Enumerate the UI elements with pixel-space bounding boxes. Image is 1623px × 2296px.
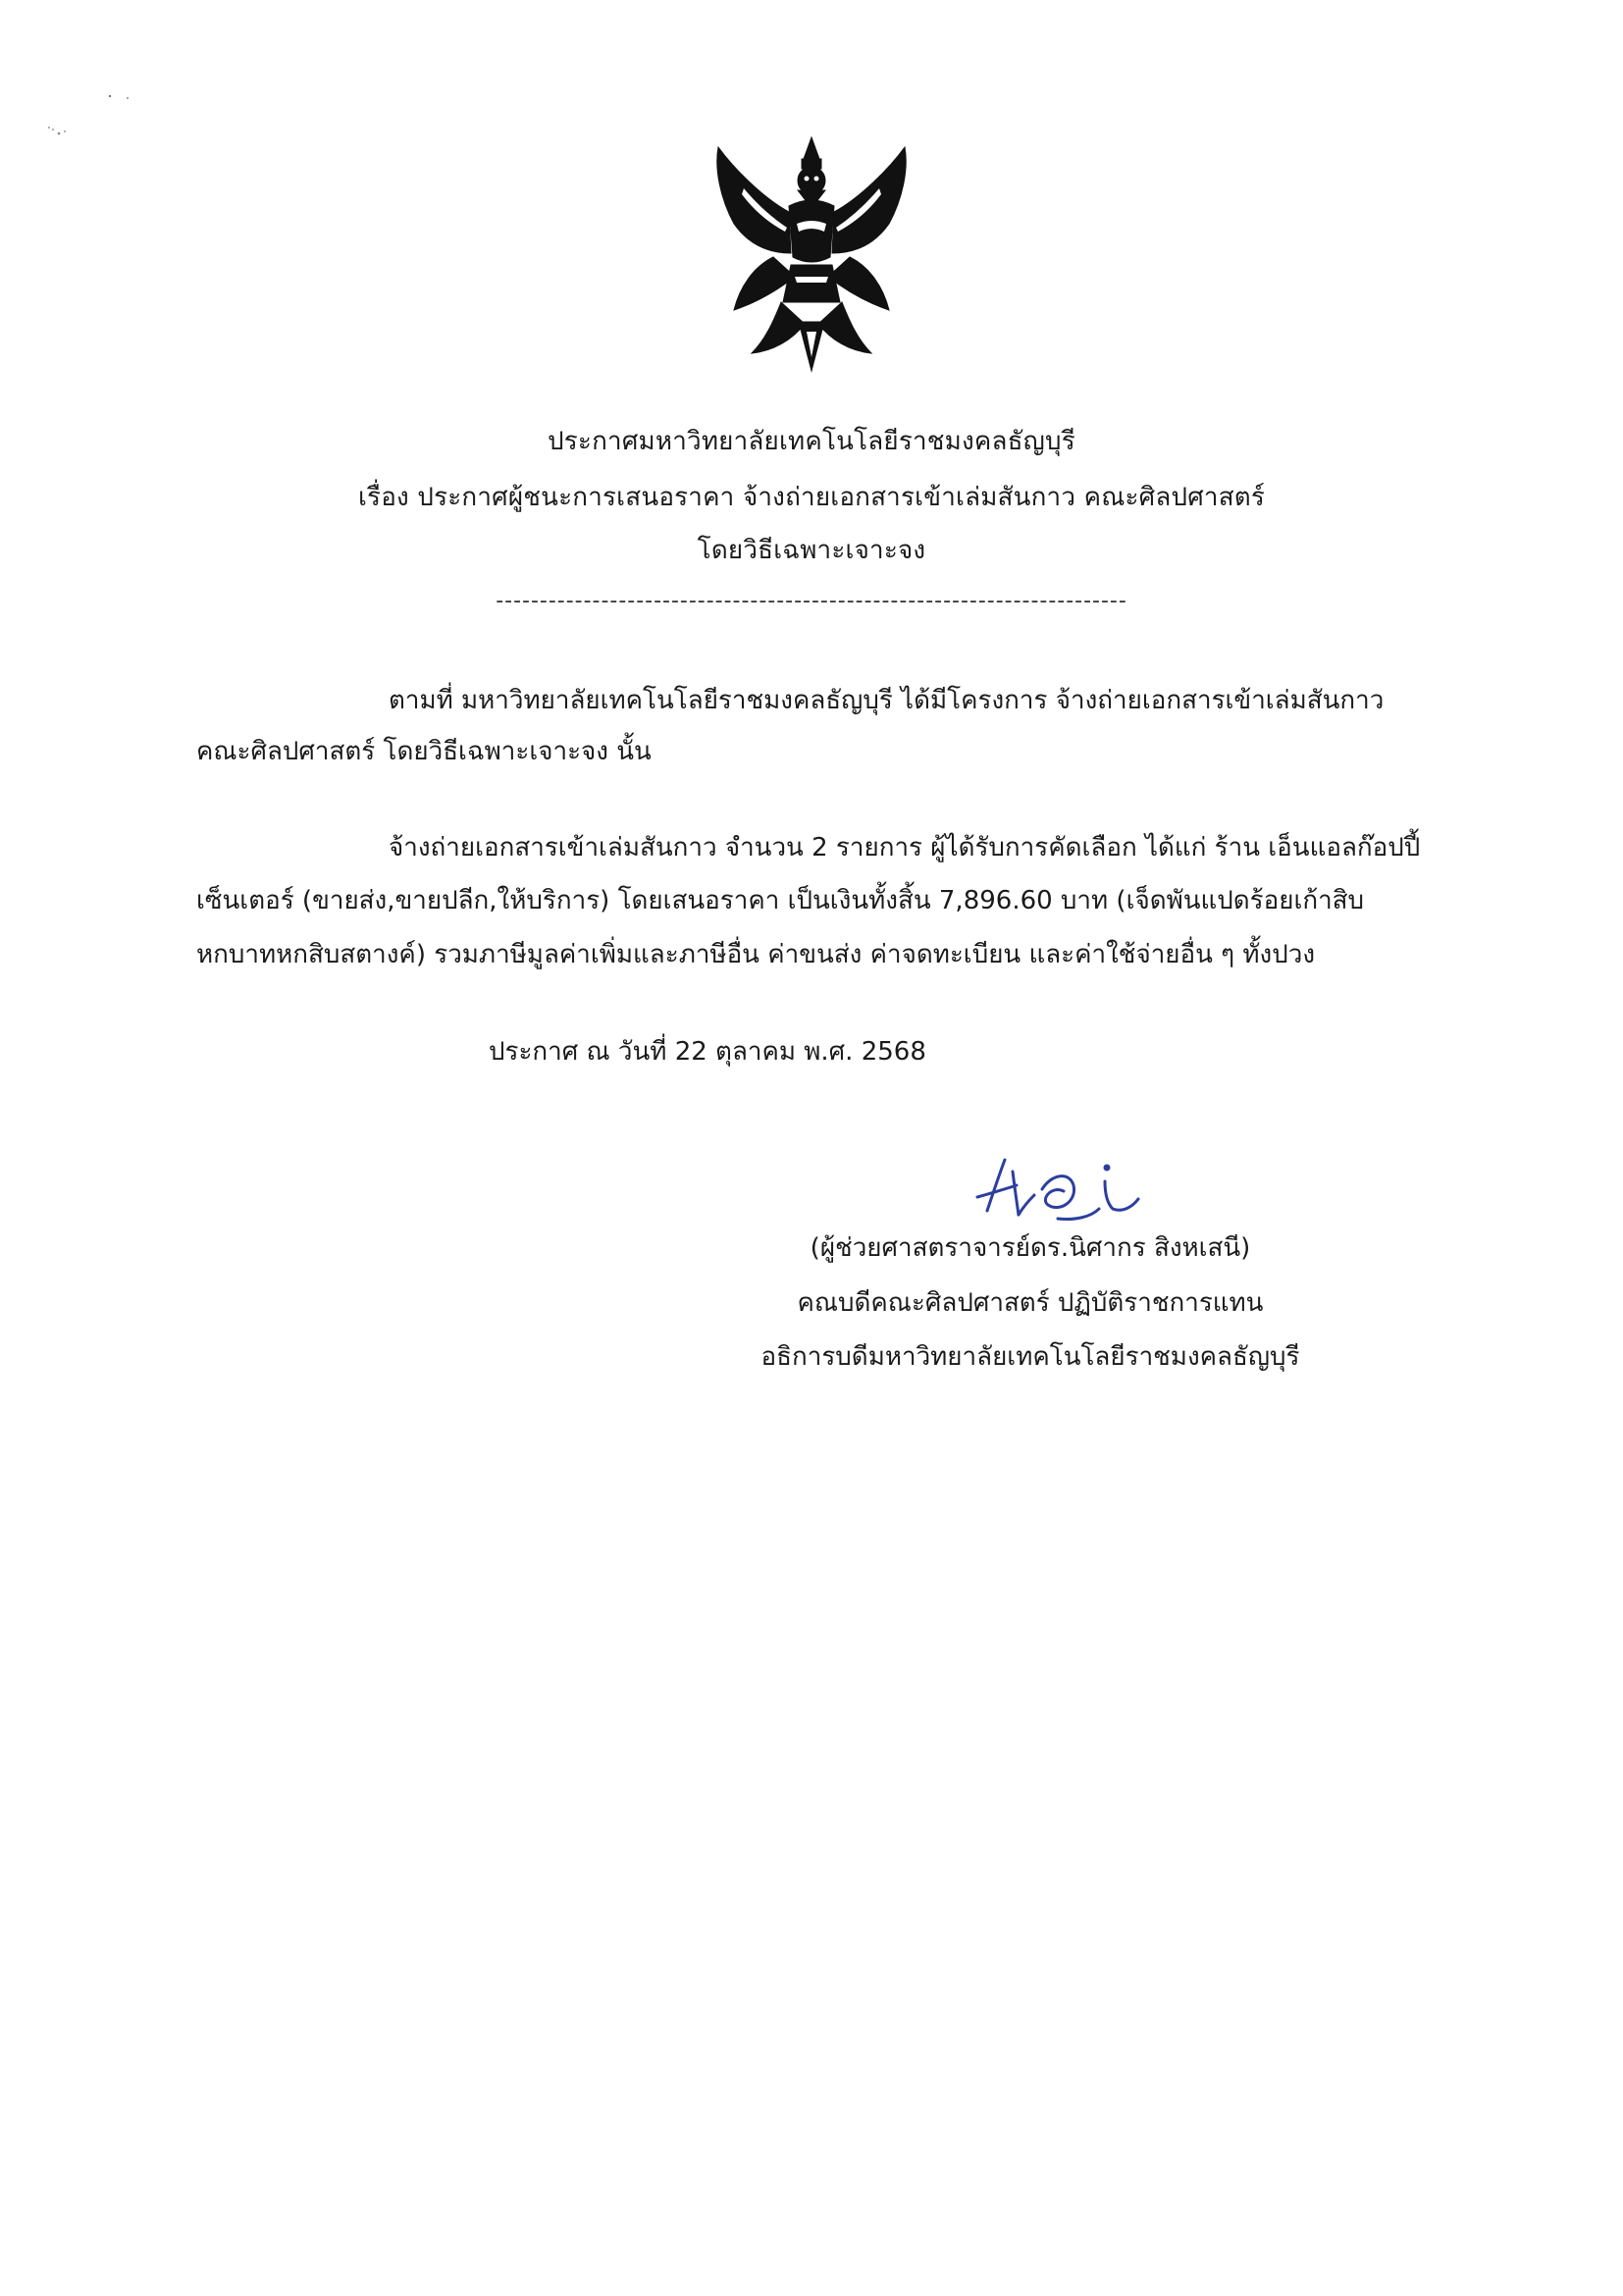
paragraph1-line2: คณะศิลปศาสตร์ โดยวิธีเฉพาะเจาะจง นั้น: [196, 737, 652, 766]
signatory-position-2: อธิการบดีมหาวิทยาลัยเทคโนโลยีราชมงคลธัญบุรี: [760, 1342, 1300, 1372]
announcement-date: ประกาศ ณ วันที่ 22 ตุลาคม พ.ศ. 2568: [489, 1037, 926, 1067]
announcement-subject: เรื่อง ประกาศผู้ชนะการเสนอราคา จ้างถ่ายเอกสารเข้าเล่มสันกาว คณะศิลปศาสตร์: [357, 483, 1266, 512]
announcement-title: ประกาศมหาวิทยาลัยเทคโนโลยีราชมงคลธัญบุรี: [548, 427, 1075, 456]
procurement-method: โดยวิธีเฉพาะเจาะจง: [697, 536, 926, 565]
scan-specks: [39, 59, 157, 157]
signatory-name: (ผู้ช่วยศาสตราจารย์ดร.นิศากร สิงหเสนี): [810, 1233, 1251, 1263]
paragraph2-line3: หกบาทหกสิบสตางค์) รวมภาษีมูลค่าเพิ่มและภาษีอื่น ค่าขนส่ง ค่าจดทะเบียน และค่าใช้จ่ายอื่น ๆ ทั้งปวง: [196, 940, 1316, 969]
handwritten-signature: [969, 1150, 1156, 1228]
paragraph1-line1: ตามที่ มหาวิทยาลัยเทคโนโลยีราชมงคลธัญบุรี ได้มีโครงการ จ้างถ่ายเอกสารเข้าเล่มสันกาว: [389, 686, 1385, 715]
header-divider: ------------------------------------------------------------------------: [496, 589, 1127, 613]
paragraph2-line2: เซ็นเตอร์ (ขายส่ง,ขายปลีก,ให้บริการ) โดยเสนอราคา เป็นเงินทั้งสิ้น 7,896.60 บาท (เจ็ดพันแปดร้อยเก้าสิบ: [196, 886, 1365, 915]
paragraph2-line1: จ้างถ่ายเอกสารเข้าเล่มสันกาว จำนวน 2 รายการ ผู้ได้รับการคัดเลือก ได้แก่ ร้าน เอ็นแอลก๊อปปี้: [389, 833, 1421, 862]
signatory-position-1: คณบดีคณะศิลปศาสตร์ ปฏิบัติราชการแทน: [797, 1288, 1264, 1318]
garuda-emblem-icon: [705, 130, 918, 381]
